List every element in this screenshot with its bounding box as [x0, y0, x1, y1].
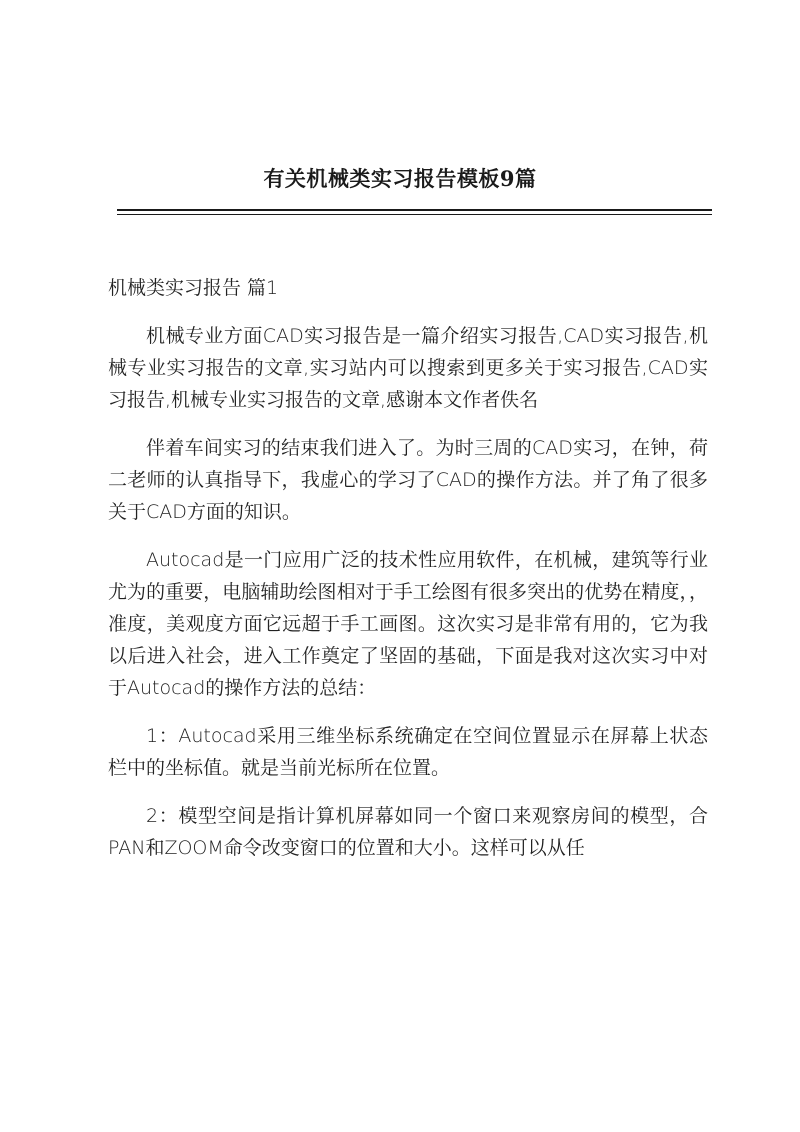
body-paragraph: 2：模型空间是指计算机屏幕如同一个窗口来观察房间的模型，合PAN和ZOOM命令改变窗口的位置和大小。这样可以从任 — [108, 805, 708, 859]
body-paragraph: 1：Autocad采用三维坐标系统确定在空间位置显示在屏幕上状态栏中的坐标值。就是当前光标所在位置。 — [108, 725, 708, 779]
document-body — [108, 272, 708, 864]
body-paragraph: 伴着车间实习的结束我们进入了。为时三周的CAD实习，在钟，荷二老师的认真指导下，我虚心的学习了CAD的操作方法。并了角了很多关于CAD方面的知识。 — [108, 437, 708, 523]
body-paragraph: Autocad是一门应用广泛的技术性应用软件，在机械，建筑等行业尤为的重要，电脑辅助绘图相对于手工绘图有很多突出的优势在精度，，准度，美观度方面它远超于手工画图。这次实习是非常有用的，它为我以后进入社会，进入工作奠定了坚固的基础，下面是我对这次实习中对于Autocad的操作方法的总结： — [108, 549, 708, 699]
document-title: 有关机械类实习报告模板9篇 — [263, 166, 537, 191]
section-heading: 机械类实习报告 篇1 — [108, 277, 279, 299]
title-underline-thick — [117, 209, 712, 211]
body-paragraph: 机械专业方面CAD实习报告是一篇介绍实习报告,CAD实习报告,机械专业实习报告的文章,实习站内可以搜索到更多关于实习报告,CAD实习报告,机械专业实习报告的文章,感谢本文作者佚名 — [108, 325, 708, 411]
title-underline-thin — [117, 214, 712, 215]
